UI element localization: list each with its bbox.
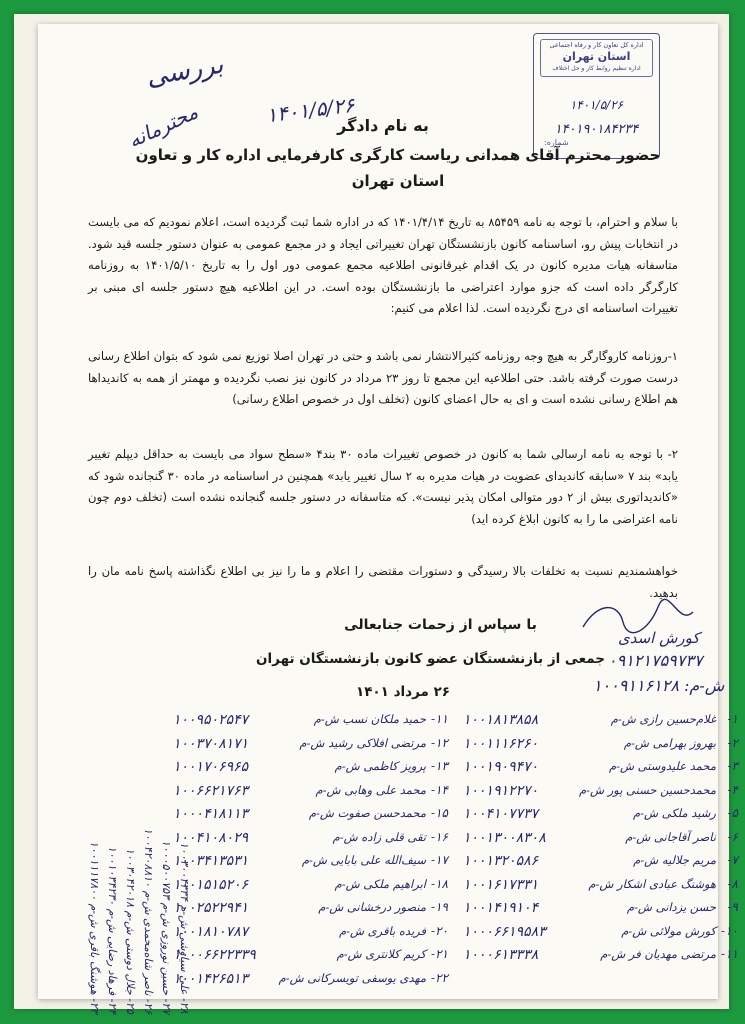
roster-row-id: ۱۰۰۱۳۰۰۸۳۰۸ xyxy=(463,829,546,846)
roster-row-number: ۹- xyxy=(727,900,738,914)
roster-row xyxy=(173,736,448,758)
roster-row-name: کورش مولائی ش-م xyxy=(621,923,716,938)
roster-row-number: ۲۲- xyxy=(431,970,448,985)
roster-row xyxy=(173,806,448,828)
roster-row-name: منصور درخشانی ش-م xyxy=(318,900,426,914)
roster-row-number: ۱۰- xyxy=(721,923,738,938)
handwritten-note-date: ۱۴۰۱/۵/۲۶ xyxy=(264,92,356,128)
stamp-org-line3: اداره تنظیم روابط کار و حل اختلاف xyxy=(552,65,641,72)
roster-row-name: ناصر آقاجانی ش-م xyxy=(625,829,716,844)
roster-row xyxy=(173,712,448,734)
roster-row-name: مرتضی افلاکی رشید ش-م xyxy=(299,735,426,750)
roster-row-number: ۵- xyxy=(727,806,738,820)
roster-row-name: محمد علیدوستی ش-م xyxy=(608,759,716,773)
roster-row-name: تقی قلی زاده ش-م xyxy=(332,829,426,844)
signer-block xyxy=(563,599,725,695)
roster-row-number: ۱۶- xyxy=(431,829,448,844)
stamp-org-line2: استان تهران xyxy=(562,50,631,63)
roster-row-name: غلام‌حسین رازی ش-م xyxy=(610,712,716,726)
roster-row xyxy=(463,712,738,734)
stamp-date: ۱۴۰۱/۵/۲۶ xyxy=(569,98,624,112)
roster-row-id: ۱۰۰۱۴۲۶۵۱۳ xyxy=(173,970,249,987)
roster-row xyxy=(173,830,448,852)
roster-row-name: محمدحسین حسنی پور ش-م xyxy=(579,782,716,797)
letter-sender-group: جمعی از بازنشستگان عضو کانون بازنشستگان تهران xyxy=(256,651,605,667)
roster-row xyxy=(463,924,738,946)
roster-row-id: ۱۰۰۶۶۲۱۷۶۳ xyxy=(173,782,249,799)
letter-page xyxy=(38,24,738,1014)
roster-row-name: کریم کلانتری ش-م xyxy=(336,947,426,961)
signer-national-id: ش-م: ۱۰۰۹۱۱۶۱۲۸ xyxy=(593,676,725,695)
roster-row-id: ۱۰۰۱۶۱۷۳۳۱ xyxy=(463,876,539,893)
roster-row-number: ۲- xyxy=(727,735,738,750)
roster-row-number: ۱۵- xyxy=(431,806,448,820)
side-entry: ۲۷- حسین نوروزی ش-م ۱۰۰۰۵۰۰۷۵۳ xyxy=(160,839,173,1014)
roster-row-number: ۱۱- xyxy=(721,947,738,961)
roster-row-name: محمدحسن صفوت ش-م xyxy=(308,806,426,820)
roster-row xyxy=(173,924,448,946)
roster-row xyxy=(463,736,738,758)
roster-row-name: رشید ملکی ش-م xyxy=(633,806,716,820)
roster-row-name: فریده باقری ش-م xyxy=(338,923,426,938)
registration-stamp xyxy=(533,33,660,159)
roster-row xyxy=(463,783,738,805)
side-entry: ۲۳- هوشنگ باقری ش-م ۱۰۰۱۱۱۷۸۰۰ xyxy=(88,841,101,1014)
roster-row xyxy=(463,830,738,852)
recipient-line1: حضور محترم آقای همدانی ریاست کارگری کارفرمایی اداره کار و تعاون xyxy=(135,146,661,164)
roster-row-number: ۶- xyxy=(727,829,738,844)
stamp-number: ۱۴۰۱۹۰۱۸۴۲۳۴ xyxy=(554,122,639,137)
signer-phone: ۰۹۱۲۱۷۵۹۷۳۷ xyxy=(608,651,703,670)
roster-row xyxy=(173,759,448,781)
side-entry: ۲۴- فرهاد رضایی ش-م ۱۰۰۱۰۳۴۲۳۰ xyxy=(106,845,119,1014)
roster-row-id: ۱۰۰۰۴۱۸۱۱۳ xyxy=(173,806,249,822)
roster-row xyxy=(173,900,448,922)
roster-row-number: ۲۱- xyxy=(431,947,448,961)
roster-row-id: ۱۰۰۱۸۱۰۷۸۷ xyxy=(173,923,249,940)
roster-row-number: ۷- xyxy=(727,853,738,867)
roster-row xyxy=(463,759,738,781)
roster-row-number: ۱۸- xyxy=(431,876,448,891)
roster-row-number: ۱۲- xyxy=(431,735,448,750)
letter-invocation: به نام دادگر xyxy=(337,116,429,135)
roster-row-number: ۸- xyxy=(727,876,738,891)
roster-row-number: ۱۱- xyxy=(431,712,448,726)
roster-row-name: مرتضی مهدیان فر ش-م xyxy=(600,947,716,961)
roster-row-number: ۲۰- xyxy=(431,923,448,938)
roster-row-id: ۱۰۰۰۶۶۲۲۳۳۹ xyxy=(173,947,256,963)
roster-row-id: ۱۰۰۱۸۱۳۸۵۸ xyxy=(463,712,539,728)
roster-row-id: ۱۰۰۳۷۰۸۱۷۱ xyxy=(173,735,249,752)
roster-row-id: ۱۰۰۴۱۰۷۷۳۷ xyxy=(463,806,539,822)
roster-row xyxy=(173,877,448,899)
letter-intro-paragraph: با سلام و احترام، با توجه به نامه ۸۵۴۵۹ به تاریخ ۱۴۰۱/۴/۱۴ که در اداره شما ثبت گردیده است، اعلام نمودیم که می بایست در انتخابات پیش رو، اساسنامه کانون بازنشستگان تهران تغییراتی ایجاد و در مجمع عمومی به عنوان دستور جلسه قید شود. متاسفانه هیات مدیره کانون در یک اقدام غیرقانونی اطلاعیه مجمع عمومی دور اول را به تاریخ ۱۴۰۱/۵/۱۰ به روزنامه کارگرگر داده است که جزو موارد اعتراضی ما بازنشستگان بوده است. در این اطلاعیه هیچ دستور جلسه ای مبنی بر تغییرات اساسنامه ای درج نگردیده است. لذا اعلام می کنیم: xyxy=(88,215,678,315)
roster-row-id: ۱۰۰۳۴۱۳۵۳۱ xyxy=(173,853,249,869)
roster-row xyxy=(173,783,448,805)
roster-row-id: ۱۰۰۱۳۲۰۵۸۶ xyxy=(463,853,539,869)
roster-row xyxy=(463,877,738,899)
roster-row-number: ۱۳- xyxy=(431,759,448,773)
roster-row-name: حمید ملکان نسب ش-م xyxy=(313,712,426,726)
roster-row-name: محمد علی وهابی ش-م xyxy=(315,782,426,797)
stamp-number-label: شماره: xyxy=(544,138,569,147)
roster-row xyxy=(173,971,448,993)
side-entry: ۲۶- ناصر شاه‌محمدی ش-م ۱۰۰۴۲۰۸۸۱۰ xyxy=(142,827,155,1014)
roster-row-name: بهروز بهرامی ش-م xyxy=(623,735,716,750)
roster-row xyxy=(173,853,448,875)
handwritten-note-line1: بررسی xyxy=(143,49,226,93)
roster-row-number: ۱۴- xyxy=(431,782,448,797)
roster-row-id: ۱۰۰۱۹۰۹۴۷۰ xyxy=(463,759,539,775)
roster-row-id: ۱۰۰۰۶۱۳۳۳۸ xyxy=(463,947,539,963)
roster-row-id: ۱۰۰۱۹۱۲۲۷۰ xyxy=(463,782,539,799)
roster-row-id: ۱۰۰۰۶۶۱۹۵۸۳ xyxy=(463,923,546,940)
side-signatory-columns xyxy=(88,714,198,1014)
roster-row-name: مریم جلالیه ش-م xyxy=(633,853,716,867)
stamp-org-line1: اداره کل تعاون کار و رفاه اجتماعی xyxy=(549,41,644,49)
roster-row-id: ۱۰۰۲۵۲۲۹۴۱ xyxy=(173,900,249,916)
signer-name: کورش اسدی xyxy=(618,629,700,647)
roster-row-number: ۳- xyxy=(727,759,738,773)
roster-row-name: مهدی یوسفی تویسرکانی ش-م xyxy=(278,970,426,985)
recipient-line2: استان تهران xyxy=(351,172,445,190)
roster-row xyxy=(463,900,738,922)
roster-row-id: ۱۰۰۹۵۰۲۵۴۷ xyxy=(173,712,249,728)
roster-row-id: ۱۰۰۱۴۱۹۱۰۴ xyxy=(463,900,539,916)
roster-row-id: ۱۰۰۱۵۱۵۲۰۶ xyxy=(173,876,249,893)
letter-date: ۲۶ مرداد ۱۴۰۱ xyxy=(355,684,451,700)
stamp-header-box xyxy=(540,39,653,77)
side-entry: ۲۵- جلال دوستی ش-م ۱۰۰۳۰۴۲۰۱۸ xyxy=(124,848,137,1014)
roster-row-number: ۱۷- xyxy=(431,853,448,867)
roster-row-name: ابراهیم ملکی ش-م xyxy=(334,876,426,891)
roster-row-id: ۱۰۰۱۱۱۶۲۶۰ xyxy=(463,735,539,752)
roster-row-number: ۱- xyxy=(727,712,738,726)
roster-row xyxy=(173,947,448,969)
roster-row-number: ۴- xyxy=(727,782,738,797)
roster-row-id: ۱۰۰۴۱۰۸۰۲۹ xyxy=(173,829,249,846)
roster-row xyxy=(463,947,738,969)
roster-row-id: ۱۰۰۱۷۰۶۹۶۵ xyxy=(173,759,249,775)
side-entry: ۲۸- علی سیاوشی ش-م ۱۰۰۳۰۰۴۳۳۴ xyxy=(178,842,191,1014)
handwritten-note-line2: محترمانه xyxy=(124,99,202,153)
roster-row-name: پرویز کاظمی ش-م xyxy=(334,759,426,773)
roster-row-name: هوشنگ عبادی اشکار ش-م xyxy=(588,876,716,891)
roster-row xyxy=(463,806,738,828)
letter-point-1: ۱-روزنامه کاروگارگر به هیچ وجه روزنامه کثیرالانتشار نمی باشد و حتی در تهران اصلا توزیع نمی شود که بتوان اطلاع رسانی درست صورت گرفته باشد. حتی اطلاعیه این مجمع تا روز ۲۳ مرداد در کانون نیز نصب نگردیده و مهمتر از همه به کاندیداها هم اطلاع رسانی نشده است و ای به حال اعضای کانون (تخلف اول در خصوص اطلاع رسانی) xyxy=(88,349,679,406)
roster-row-name: حسن یزدانی ش-م xyxy=(626,900,716,914)
roster-row-name: سیف‌الله علی بابایی ش-م xyxy=(301,853,426,867)
roster-row-number: ۱۹- xyxy=(431,900,448,914)
letter-request: خواهشمندیم نسبت به تخلفات بالا رسیدگی و دستورات مقتضی را اعلام و ما را نیز بی اطلاع نگذاشته پاسخ نامه مان را بدهید. xyxy=(88,564,678,600)
roster-row xyxy=(463,853,738,875)
letter-thanks: با سپاس از زحمات جنابعالی xyxy=(344,617,537,633)
letter-point-2: ۲- با توجه به نامه ارسالی شما به کانون در خصوص تغییرات ماده ۳۰ بند۴ «سطح سواد می بایست به حداقل دیپلم تغییر یابد» بند ۷ «سابقه کاندیدای عضویت در هیات مدیره به ۲ سال تغییر یابد» همچنین در اساسنامه در ماده ۳۰ گنجانده شود که «کاندیداتوری بیش از ۲ دور متوالی امکان پذیر نیست». که متاسفانه در دستور جلسه گنجانده نشده است (تخلف دوم چون نامه اعتراضی ما را به کانون ابلاغ کرده اید) xyxy=(88,447,679,526)
letter-recipient xyxy=(93,142,703,194)
